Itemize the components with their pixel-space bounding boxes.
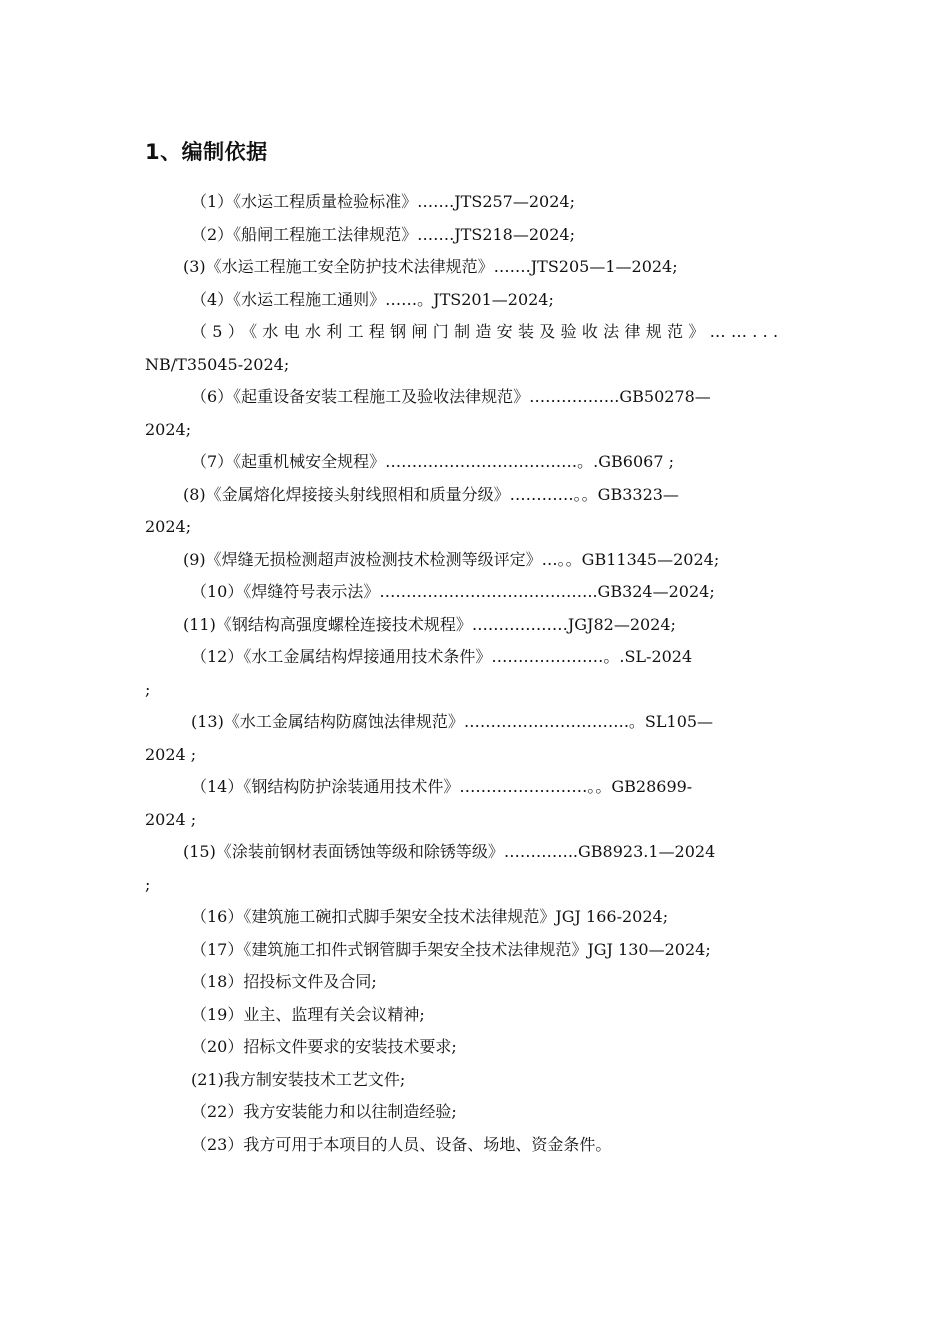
list-item-text: (3)《水运工程施工安全防护技术法律规范》…….JTS205—1—2024; [183, 257, 678, 276]
list-item-text: （14）《钢结构防护涂装通用技术件》……………………。。GB28699- [191, 777, 693, 796]
list-item-text: （12）《水工金属结构焊接通用技术条件》…………………。.SL-2024 [191, 647, 693, 666]
list-item-text: （10）《焊缝符号表示法》…………………………………..GB324—2024; [191, 582, 715, 601]
list-item-continuation: 2024; [145, 517, 192, 536]
list-item [145, 934, 810, 967]
list-item-text: （23）我方可用于本项目的人员、设备、场地、资金条件。 [191, 1134, 612, 1154]
list-item [145, 479, 810, 544]
list-item [145, 901, 810, 934]
section-heading: 1、编制依据 [145, 140, 268, 164]
list-item-text: （5）《水电水利工程钢闸门制造安装及验收法律规范》……... [191, 322, 784, 341]
list-item [145, 771, 810, 836]
list-item-continuation: ; [145, 874, 151, 894]
list-item [145, 1096, 810, 1129]
list-item-text: （1）《水运工程质量检验标准》…….JTS257—2024; [191, 192, 575, 211]
list-item [145, 446, 810, 479]
list-item-text: （22）我方安装能力和以往制造经验; [191, 1102, 457, 1121]
list-item-text: （16）《建筑施工碗扣式脚手架安全技术法律规范》JGJ 166-2024; [191, 907, 669, 926]
list-item [145, 1064, 810, 1097]
list-item-text: (21)我方制安装技术工艺文件; [191, 1069, 406, 1089]
list-item-text: （6）《起重设备安装工程施工及验收法律规范》……………..GB50278— [191, 387, 711, 406]
list-item [145, 609, 810, 642]
list-item [145, 999, 810, 1032]
list-item-continuation: 2024 ; [145, 744, 197, 764]
list-item [145, 186, 810, 219]
list-item [145, 219, 810, 252]
list-item [145, 251, 810, 284]
list-item-text: （4）《水运工程施工通则》……。JTS201—2024; [191, 289, 554, 309]
list-item-text: (15)《涂装前钢材表面锈蚀等级和除锈等级》…………..GB8923.1—2024 [183, 842, 716, 861]
list-item-continuation: 2024 ; [145, 809, 197, 829]
reference-list [145, 186, 810, 1161]
list-item [145, 966, 810, 999]
list-item [145, 576, 810, 609]
list-item-text: （18）招投标文件及合同; [191, 972, 377, 991]
list-item [145, 1031, 810, 1064]
list-item-continuation: ; [145, 679, 151, 699]
list-item [145, 1129, 810, 1162]
list-item-continuation: 2024; [145, 419, 192, 439]
list-item [145, 836, 810, 901]
list-item-text: （19）业主、监理有关会议精神; [191, 1004, 425, 1024]
list-item [145, 706, 810, 771]
list-item-text: （7）《起重机械安全规程》………………………………。.GB6067 ; [191, 452, 675, 471]
list-item [145, 381, 810, 446]
list-item-text: (13)《水工金属结构防腐蚀法律规范》………………………….。SL105— [191, 712, 714, 731]
list-item [145, 284, 810, 317]
list-item-text: （20）招标文件要求的安装技术要求; [191, 1037, 457, 1056]
list-item-text: (11)《钢结构高强度螺栓连接技术规程》………………JGJ82—2024; [183, 614, 676, 634]
list-item-text: (9)《焊缝无损检测超声波检测技术检测等级评定》…。。GB11345—2024; [183, 549, 720, 569]
list-item [145, 641, 810, 706]
list-item-text: (8)《金属熔化焊接接头射线照相和质量分级》…………。。GB3323— [183, 484, 679, 504]
list-item-text: （2）《船闸工程施工法律规范》…….JTS218—2024; [191, 224, 575, 244]
list-item [145, 316, 810, 381]
list-item [145, 544, 810, 577]
list-item-continuation: NB/T35045-2024; [145, 354, 290, 374]
list-item-text: （17）《建筑施工扣件式钢管脚手架安全技术法律规范》JGJ 130—2024; [191, 939, 711, 959]
